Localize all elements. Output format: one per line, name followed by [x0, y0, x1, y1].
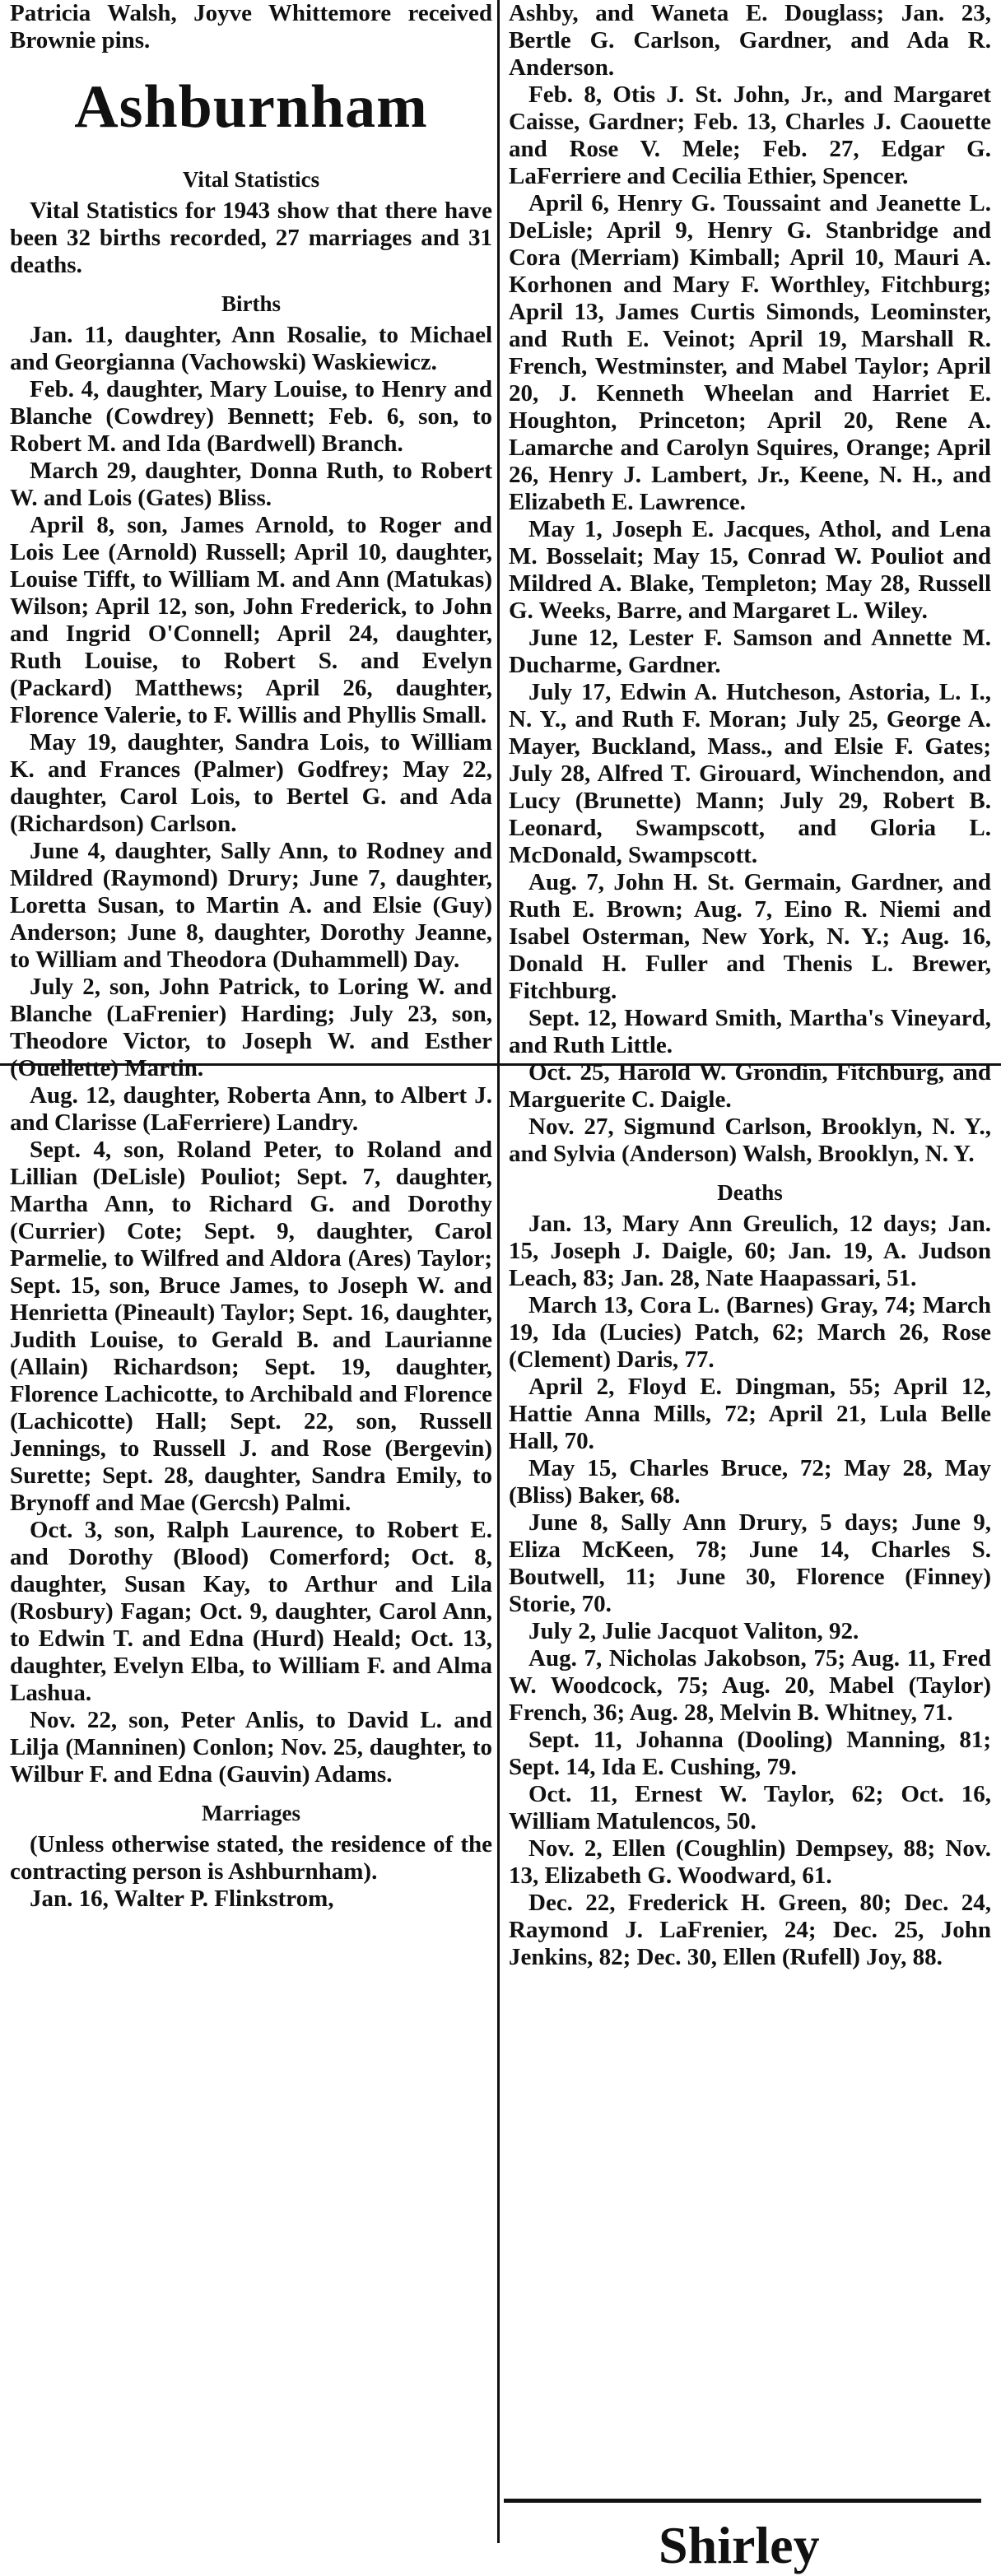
births-heading: Births [221, 291, 281, 316]
marriage-entry: April 6, Henry G. Toussaint and Jeanette L. DeLisle; April 9, Henry G. Stanbridge and Cora (Merriam) Kimball; April 10, Mauri A. Korhonen and Mary F. Worthley, Fitchburg; April 13, James Curtis Simonds, Leominster, and Ruth E. Veinot; April 19, Marshall R. French, Westminster, and Mabel Taylor; April 20, J. Kenneth Wheelan and Harriet E. Houghton, Princeton; April 20, Rene A. Lamarche and Carolyn Squires, Orange; April 26, Henry J. Lambert, Jr., Keene, N. H., and Elizabeth E. Lawrence. [509, 190, 991, 515]
birth-entry: Feb. 4, daughter, Mary Louise, to Henry and Blanche (Cowdrey) Bennett; Feb. 6, son, to Robert M. and Ida (Bardwell) Branch. [10, 376, 492, 457]
marriage-entry: Nov. 27, Sigmund Carlson, Brooklyn, N. Y., and Sylvia (Anderson) Walsh, Brooklyn, N. Y. [509, 1114, 991, 1167]
vital-intro: Vital Statistics for 1943 show that there have been 32 births recorded, 27 marriages and 31 deaths. [10, 198, 492, 278]
birth-entry: March 29, daughter, Donna Ruth, to Robert W. and Lois (Gates) Bliss. [10, 458, 492, 511]
death-entry: Oct. 11, Ernest W. Taylor, 62; Oct. 16, William Matulencos, 50. [509, 1781, 991, 1834]
birth-entry: Oct. 3, son, Ralph Laurence, to Robert E. and Dorothy (Blood) Comerford; Oct. 8, daughter, Susan Kay, to Arthur and Lila (Rosbury) Fagan; Oct. 9, daughter, Carol Ann, to Edwin T. and Edna (Hurd) Heald; Oct. 13, daughter, Evelyn Elba, to William F. and Alma Lashua. [10, 1517, 492, 1706]
birth-entry: June 4, daughter, Sally Ann, to Rodney and Mildred (Raymond) Drury; June 7, daughter, Loretta Susan, to Martin A. and Elsie (Guy) Anderson; June 8, daughter, Dorothy Jeanne, to William and Theodora (Duhammell) Day. [10, 838, 492, 973]
marriage-entry: May 1, Joseph E. Jacques, Athol, and Lena M. Bosselait; May 15, Conrad W. Pouliot and Mildred A. Blake, Templeton; May 28, Russell G. Weeks, Barre, and Margaret L. Wiley. [509, 516, 991, 624]
marriage-entry: Sept. 12, Howard Smith, Martha's Vineyard, and Ruth Little. [509, 1005, 991, 1058]
marriage-entry: Feb. 8, Otis J. St. John, Jr., and Margaret Caisse, Gardner; Feb. 13, Charles J. Caouette and Rose V. Mele; Feb. 27, Edgar G. LaFerriere and Cecilia Ethier, Spencer. [509, 81, 991, 189]
birth-entry: Nov. 22, son, Peter Anlis, to David L. and Lilja (Manninen) Conlon; Nov. 25, daughter, to Wilbur F. and Edna (Gauvin) Adams. [10, 1707, 492, 1788]
death-entry: Jan. 13, Mary Ann Greulich, 12 days; Jan. 15, Joseph J. Daigle, 60; Jan. 19, A. Judson Leach, 83; Jan. 28, Nate Haapassari, 51. [509, 1211, 991, 1291]
marriage-entry-start: Jan. 16, Walter P. Flinkstrom, [30, 1886, 334, 1912]
deaths-heading: Deaths [717, 1180, 783, 1205]
death-entry: June 8, Sally Ann Drury, 5 days; June 9, Eliza McKeen, 78; June 14, Charles S. Boutwell, 11; June 30, Florence (Finney) Storie, 70. [509, 1509, 991, 1617]
marriage-entry: Oct. 25, Harold W. Grondin, Fitchburg, and Marguerite C. Daigle. [509, 1059, 991, 1113]
death-entry: May 15, Charles Bruce, 72; May 28, May (Bliss) Baker, 68. [509, 1455, 991, 1509]
death-entry: Dec. 22, Frederick H. Green, 80; Dec. 24, Raymond J. LaFrenier, 24; Dec. 25, John Jenkins, 82; Dec. 30, Ellen (Rufell) Joy, 88. [509, 1890, 991, 1970]
marriage-entry: Ashby, and Waneta E. Douglass; Jan. 23, Bertle G. Carlson, Gardner, and Ada R. Anderson. [509, 0, 991, 81]
birth-entry: April 8, son, James Arnold, to Roger and Lois Lee (Arnold) Russell; April 10, daughter, Louise Tifft, to William M. and Ann (Matukas) Wilson; April 12, son, John Frederick, to John and Ingrid O'Connell; April 24, daughter, Ruth Louise, to Robert S. and Evelyn (Packard) Matthews; April 26, daughter, Florence Valerie, to F. Willis and Phyllis Small. [10, 512, 492, 728]
marriage-entry: Aug. 7, John H. St. Germain, Gardner, and Ruth E. Brown; Aug. 7, Eino R. Niemi and Isabel Osterman, New York, N. Y.; Aug. 16, Donald H. Fuller and Thenis L. Brewer, Fitchburg. [509, 869, 991, 1004]
vital-statistics-heading: Vital Statistics [182, 167, 320, 192]
section-rule [504, 2499, 981, 2503]
birth-entry: May 19, daughter, Sandra Lois, to William K. and Frances (Palmer) Godfrey; May 22, daughter, Carol Lois, to Bertel G. and Ada (Richardson) Carlson. [10, 729, 492, 837]
birth-entry: July 2, son, John Patrick, to Loring W. and Blanche (LaFrenier) Harding; July 23, son, Theodore Victor, to Joseph W. and Esther (Ouellette) Martin. [10, 974, 492, 1081]
top-fragment: Patricia Walsh, Joyve Whittemore received Brownie pins. [10, 0, 492, 53]
left-column [10, 0, 492, 1913]
column-divider [497, 0, 500, 2543]
death-entry: Nov. 2, Ellen (Coughlin) Dempsey, 88; Nov. 13, Elizabeth G. Woodward, 61. [509, 1835, 991, 1889]
town-heading: Ashburnham [74, 73, 428, 141]
birth-entry: Jan. 11, daughter, Ann Rosalie, to Michael and Georgianna (Vachowski) Waskiewicz. [10, 322, 492, 375]
birth-entry: Sept. 4, son, Roland Peter, to Roland and Lillian (DeLisle) Pouliot; Sept. 7, daughter, Martha Ann, to Richard G. and Dorothy (Currier) Cote; Sept. 9, daughter, Carol Parmelie, to Wilfred and Aldora (Ares) Taylor; Sept. 15, son, Bruce James, to Joseph W. and Henrietta (Pineault) Taylor; Sept. 16, daughter, Judith Louise, to Gerald B. and Laurianne (Allain) Richardson; Sept. 19, daughter, Florence Lachicotte, to Archibald and Florence (Lachicotte) Hall; Sept. 22, son, Russell Jennings, to Russell J. and Rose (Bergevin) Surette; Sept. 28, daughter, Sandra Emily, to Brynoff and Mae (Gercsh) Palmi. [10, 1137, 492, 1516]
right-column [509, 0, 991, 1971]
marriages-note: (Unless otherwise stated, the residence of the contracting person is Ashburnham). [10, 1831, 492, 1885]
next-town-heading: Shirley [659, 2516, 820, 2574]
marriage-entry: June 12, Lester F. Samson and Annette M. Ducharme, Gardner. [509, 625, 991, 678]
marriage-entry: July 17, Edwin A. Hutcheson, Astoria, L. I., N. Y., and Ruth F. Moran; July 25, George A. Mayer, Buckland, Mass., and Elsie F. Gates; July 28, Alfred T. Girouard, Winchendon, and Lucy (Brunette) Mann; July 29, Robert B. Leonard, Swampscott, and Gloria L. McDonald, Swampscott. [509, 679, 991, 868]
marriages-heading: Marriages [202, 1801, 300, 1825]
death-entry: July 2, Julie Jacquot Valiton, 92. [528, 1618, 859, 1644]
death-entry: Sept. 11, Johanna (Dooling) Manning, 81; Sept. 14, Ida E. Cushing, 79. [509, 1727, 991, 1780]
death-entry: April 2, Floyd E. Dingman, 55; April 12, Hattie Anna Mills, 72; April 21, Lula Belle Hall, 70. [509, 1374, 991, 1454]
death-entry: March 13, Cora L. (Barnes) Gray, 74; March 19, Ida (Lucies) Patch, 62; March 26, Rose (Clement) Daris, 77. [509, 1292, 991, 1373]
birth-entry: Aug. 12, daughter, Roberta Ann, to Albert J. and Clarisse (LaFerriere) Landry. [10, 1082, 492, 1136]
death-entry: Aug. 7, Nicholas Jakobson, 75; Aug. 11, Fred W. Woodcock, 75; Aug. 20, Mabel (Taylor) French, 36; Aug. 28, Melvin B. Whitney, 71. [509, 1645, 991, 1726]
